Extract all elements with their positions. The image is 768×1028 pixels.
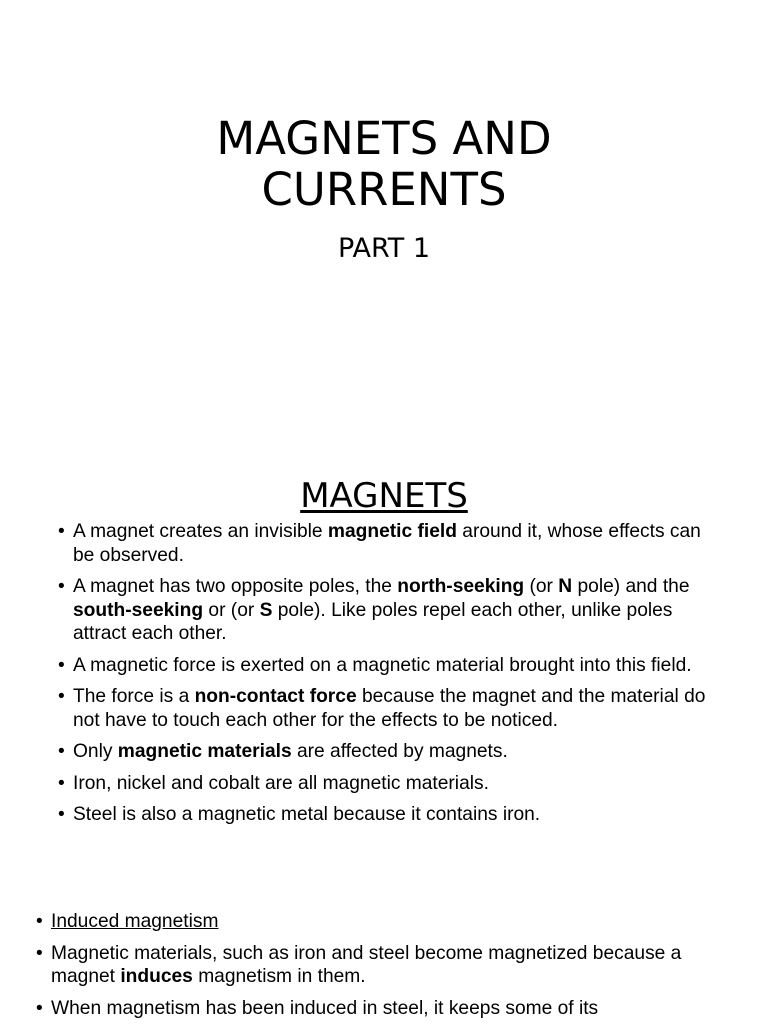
list-item: • The force is a non-contact force because the magnet and the material do not have to touch each other for the effects to be noticed.	[58, 685, 708, 732]
list-item: • A magnet creates an invisible magnetic field around it, whose effects can be observed.	[58, 520, 708, 567]
title-line-1: MAGNETS AND	[216, 112, 552, 165]
list-item: • A magnetic force is exerted on a magnetic material brought into this field.	[58, 654, 708, 678]
section-heading-magnets	[0, 476, 768, 516]
induced-magnetism-heading: Induced magnetism	[51, 911, 219, 932]
list-item: • A magnet has two opposite poles, the north-seeking (or N pole) and the south-seeking or (or S pole). Like poles repel each other, unlike poles attract each other.	[58, 575, 708, 646]
list-item: • Steel is also a magnetic metal because it contains iron.	[58, 803, 708, 827]
induced-magnetism-bullet-list	[36, 910, 736, 1028]
magnets-bullet-list	[58, 520, 708, 835]
list-item: • Only magnetic materials are affected by magnets.	[58, 740, 708, 764]
list-item: • When magnetism has been induced in steel, it keeps some of its	[36, 997, 736, 1021]
slide-title	[0, 113, 768, 215]
section-heading-text: MAGNETS	[300, 476, 468, 516]
title-line-2: CURRENTS	[261, 163, 507, 216]
list-item: • Iron, nickel and cobalt are all magnetic materials.	[58, 772, 708, 796]
list-item: • Magnetic materials, such as iron and steel become magnetized because a magnet induces magnetism in them.	[36, 942, 736, 989]
list-item	[36, 910, 736, 934]
slide-subtitle: PART 1	[337, 233, 431, 264]
